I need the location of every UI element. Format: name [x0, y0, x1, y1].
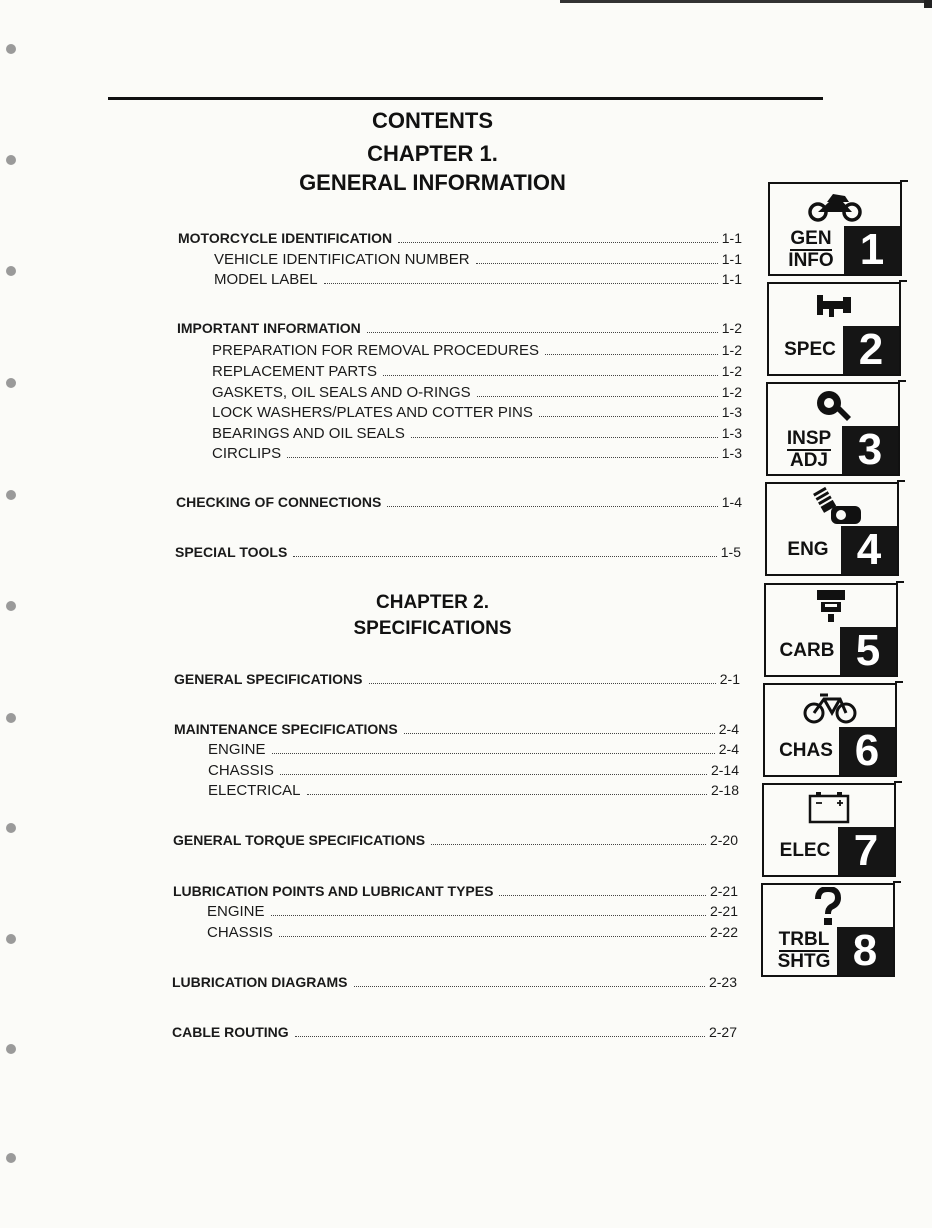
toc-entry-label: SPECIAL TOOLS — [175, 544, 288, 560]
toc-entry-label: CIRCLIPS — [212, 445, 282, 462]
tab-number: 6 — [839, 727, 895, 775]
toc-entry[interactable] — [212, 404, 742, 421]
toc-entry[interactable] — [174, 671, 740, 687]
toc-entry[interactable] — [173, 832, 738, 848]
tab-edge — [897, 480, 905, 482]
binder-hole — [6, 823, 16, 833]
dot-leader — [280, 774, 707, 775]
tab-label-line1: TRBL — [778, 929, 830, 950]
binder-hole — [6, 713, 16, 723]
toc-entry[interactable] — [178, 230, 742, 246]
chapter-1-heading: CHAPTER 1. — [367, 141, 498, 166]
tab-number: 1 — [844, 226, 900, 274]
toc-entry-page: 2-4 — [718, 741, 739, 757]
toc-entry-label: VEHICLE IDENTIFICATION NUMBER — [214, 251, 470, 268]
toc-entry-label: MOTORCYCLE IDENTIFICATION — [178, 230, 393, 246]
dot-leader — [367, 332, 718, 333]
tab-number: 3 — [842, 426, 898, 474]
toc-entry[interactable] — [212, 384, 742, 401]
toc-entry-page: 1-3 — [721, 404, 742, 420]
toc-entry[interactable] — [207, 903, 738, 920]
dot-leader — [404, 733, 715, 734]
toc-entry[interactable] — [214, 271, 742, 288]
tab-label-line1: GEN — [790, 228, 832, 249]
tab-label — [768, 829, 842, 873]
toc-entry-label: LUBRICATION POINTS AND LUBRICANT TYPES — [173, 883, 494, 899]
dot-leader — [324, 283, 718, 284]
binder-hole — [6, 1044, 16, 1054]
tab-edge — [899, 280, 907, 282]
tab-label-line2: ADJ — [789, 450, 828, 471]
tab-edge — [896, 581, 904, 583]
dot-leader — [383, 375, 718, 376]
toc-entry-page: 1-2 — [721, 363, 742, 379]
dot-leader — [307, 794, 707, 795]
chapter-2-heading: CHAPTER 2. — [376, 592, 489, 613]
toc-entry[interactable] — [177, 320, 742, 336]
battery-icon — [764, 787, 894, 827]
tab-label — [771, 528, 845, 572]
toc-entry-label: CHASSIS — [208, 762, 274, 779]
toc-entry-label: GASKETS, OIL SEALS AND O-RINGS — [212, 384, 471, 401]
dot-leader — [476, 263, 718, 264]
toc-entry-page: 2-20 — [709, 832, 738, 848]
toc-entry-label: MAINTENANCE SPECIFICATIONS — [174, 721, 398, 737]
dot-leader — [431, 844, 706, 845]
toc-entry-page: 2-21 — [709, 883, 738, 899]
contents-title: CONTENTS — [372, 108, 493, 133]
tab-number: 8 — [837, 927, 893, 975]
tab-number: 5 — [840, 627, 896, 675]
toc-entry[interactable] — [175, 544, 741, 560]
toc-entry[interactable] — [174, 721, 739, 737]
toc-entry-label: IMPORTANT INFORMATION — [177, 320, 361, 336]
binder-hole — [6, 934, 16, 944]
dot-leader — [279, 936, 706, 937]
carburetor-icon — [766, 587, 896, 627]
toc-entry-label: ENGINE — [207, 903, 265, 920]
toc-entry-label: ENGINE — [208, 741, 266, 758]
toc-entry[interactable] — [176, 494, 742, 510]
motorcycle-icon — [770, 186, 900, 226]
toc-entry[interactable] — [207, 924, 738, 941]
tab-edge — [898, 380, 906, 382]
dot-leader — [271, 915, 706, 916]
toc-entry-page: 2-18 — [710, 782, 739, 798]
binder-hole — [6, 266, 16, 276]
toc-entry-page: 1-3 — [721, 425, 742, 441]
toc-entry[interactable] — [208, 741, 739, 758]
toc-entry[interactable] — [208, 782, 739, 799]
header-rule — [108, 97, 823, 100]
binder-hole — [6, 601, 16, 611]
caliper-icon — [769, 286, 899, 326]
toc-entry[interactable] — [212, 342, 742, 359]
toc-entry[interactable] — [172, 1024, 737, 1040]
toc-entry[interactable] — [173, 883, 738, 899]
page-edge-line — [560, 0, 932, 3]
dot-leader — [499, 895, 706, 896]
toc-entry-label: CHECKING OF CONNECTIONS — [176, 494, 382, 510]
tab-number: 7 — [838, 827, 894, 875]
toc-entry[interactable] — [214, 251, 742, 268]
tab-label-line1: ENG — [787, 539, 829, 560]
toc-entry-page: 1-2 — [721, 320, 742, 336]
chapter-2-title: SPECIFICATIONS — [353, 618, 512, 639]
toc-entry-page: 2-1 — [719, 671, 740, 687]
engine-icon — [767, 486, 897, 526]
toc-entry-page: 1-3 — [721, 445, 742, 461]
dot-leader — [287, 457, 718, 458]
toc-entry-label: CABLE ROUTING — [172, 1024, 289, 1040]
tab-number: 4 — [841, 526, 897, 574]
dot-leader — [477, 396, 718, 397]
tab-edge — [893, 881, 901, 883]
dot-leader — [295, 1036, 705, 1037]
wrench-icon — [768, 386, 898, 426]
toc-entry-page: 1-1 — [721, 251, 742, 267]
toc-entry[interactable] — [212, 425, 742, 442]
binder-hole — [6, 490, 16, 500]
dot-leader — [354, 986, 705, 987]
toc-entry-label: LOCK WASHERS/PLATES AND COTTER PINS — [212, 404, 533, 421]
toc-entry-label: PREPARATION FOR REMOVAL PROCEDURES — [212, 342, 539, 359]
toc-entry-label: REPLACEMENT PARTS — [212, 363, 378, 380]
toc-entry-page: 2-23 — [708, 974, 737, 990]
bicycle-icon — [765, 687, 895, 727]
toc-entry-page: 1-2 — [721, 342, 742, 358]
chapter-tab-elec[interactable] — [762, 783, 896, 877]
tab-label — [773, 328, 847, 372]
toc-entry-page: 2-27 — [708, 1024, 737, 1040]
chapter-tab-eng[interactable] — [765, 482, 899, 576]
toc-entry-label: GENERAL TORQUE SPECIFICATIONS — [173, 832, 426, 848]
dot-leader — [272, 753, 715, 754]
binder-hole — [6, 1153, 16, 1163]
chapter-tab-spec[interactable] — [767, 282, 901, 376]
chapter-1-title: GENERAL INFORMATION — [299, 170, 566, 195]
toc-entry-page: 2-14 — [710, 762, 739, 778]
toc-entry[interactable] — [208, 762, 739, 779]
tab-label — [770, 629, 844, 673]
toc-entry[interactable] — [212, 445, 742, 462]
chapter-tab-insp-adj[interactable] — [766, 382, 900, 476]
tab-label-line2: INFO — [788, 250, 834, 271]
tab-label — [772, 428, 846, 472]
toc-entry-label: BEARINGS AND OIL SEALS — [212, 425, 405, 442]
tab-label — [767, 929, 841, 973]
tab-label-line2: SHTG — [777, 951, 831, 972]
tab-edge — [900, 180, 908, 182]
dot-leader — [387, 506, 717, 507]
tab-edge — [894, 781, 902, 783]
binder-hole — [6, 155, 16, 165]
dot-leader — [411, 437, 718, 438]
chapter-tab-chas[interactable] — [763, 683, 897, 777]
chapter-tab-carb[interactable] — [764, 583, 898, 677]
tab-edge — [895, 681, 903, 683]
tab-label-line1: SPEC — [784, 339, 836, 360]
question-icon — [763, 887, 893, 927]
toc-entry[interactable] — [212, 363, 742, 380]
tab-label-line1: CHAS — [779, 740, 833, 761]
toc-entry-label: MODEL LABEL — [214, 271, 318, 288]
dot-leader — [545, 354, 718, 355]
page-corner — [924, 0, 932, 8]
toc-entry-label: LUBRICATION DIAGRAMS — [172, 974, 348, 990]
tab-label — [774, 228, 848, 272]
toc-entry-page: 1-2 — [721, 384, 742, 400]
binder-hole — [6, 44, 16, 54]
toc-entry-label: ELECTRICAL — [208, 782, 301, 799]
toc-entry-label: CHASSIS — [207, 924, 273, 941]
dot-leader — [369, 683, 716, 684]
tab-number: 2 — [843, 326, 899, 374]
toc-entry-page: 2-4 — [718, 721, 739, 737]
dot-leader — [398, 242, 718, 243]
tab-label-line1: ELEC — [779, 840, 831, 861]
tab-label-line1: INSP — [786, 428, 832, 449]
toc-entry-page: 2-21 — [709, 903, 738, 919]
chapter-tab-trbl-shtg[interactable] — [761, 883, 895, 977]
chapter-tab-gen-info[interactable] — [768, 182, 902, 276]
tab-label-line1: CARB — [779, 640, 835, 661]
binder-hole — [6, 378, 16, 388]
toc-entry[interactable] — [172, 974, 737, 990]
toc-entry-page: 1-5 — [720, 544, 741, 560]
dot-leader — [539, 416, 718, 417]
toc-entry-page: 1-4 — [721, 494, 742, 510]
dot-leader — [293, 556, 716, 557]
toc-entry-label: GENERAL SPECIFICATIONS — [174, 671, 363, 687]
toc-entry-page: 1-1 — [721, 230, 742, 246]
tab-label — [769, 729, 843, 773]
toc-entry-page: 2-22 — [709, 924, 738, 940]
toc-entry-page: 1-1 — [721, 271, 742, 287]
